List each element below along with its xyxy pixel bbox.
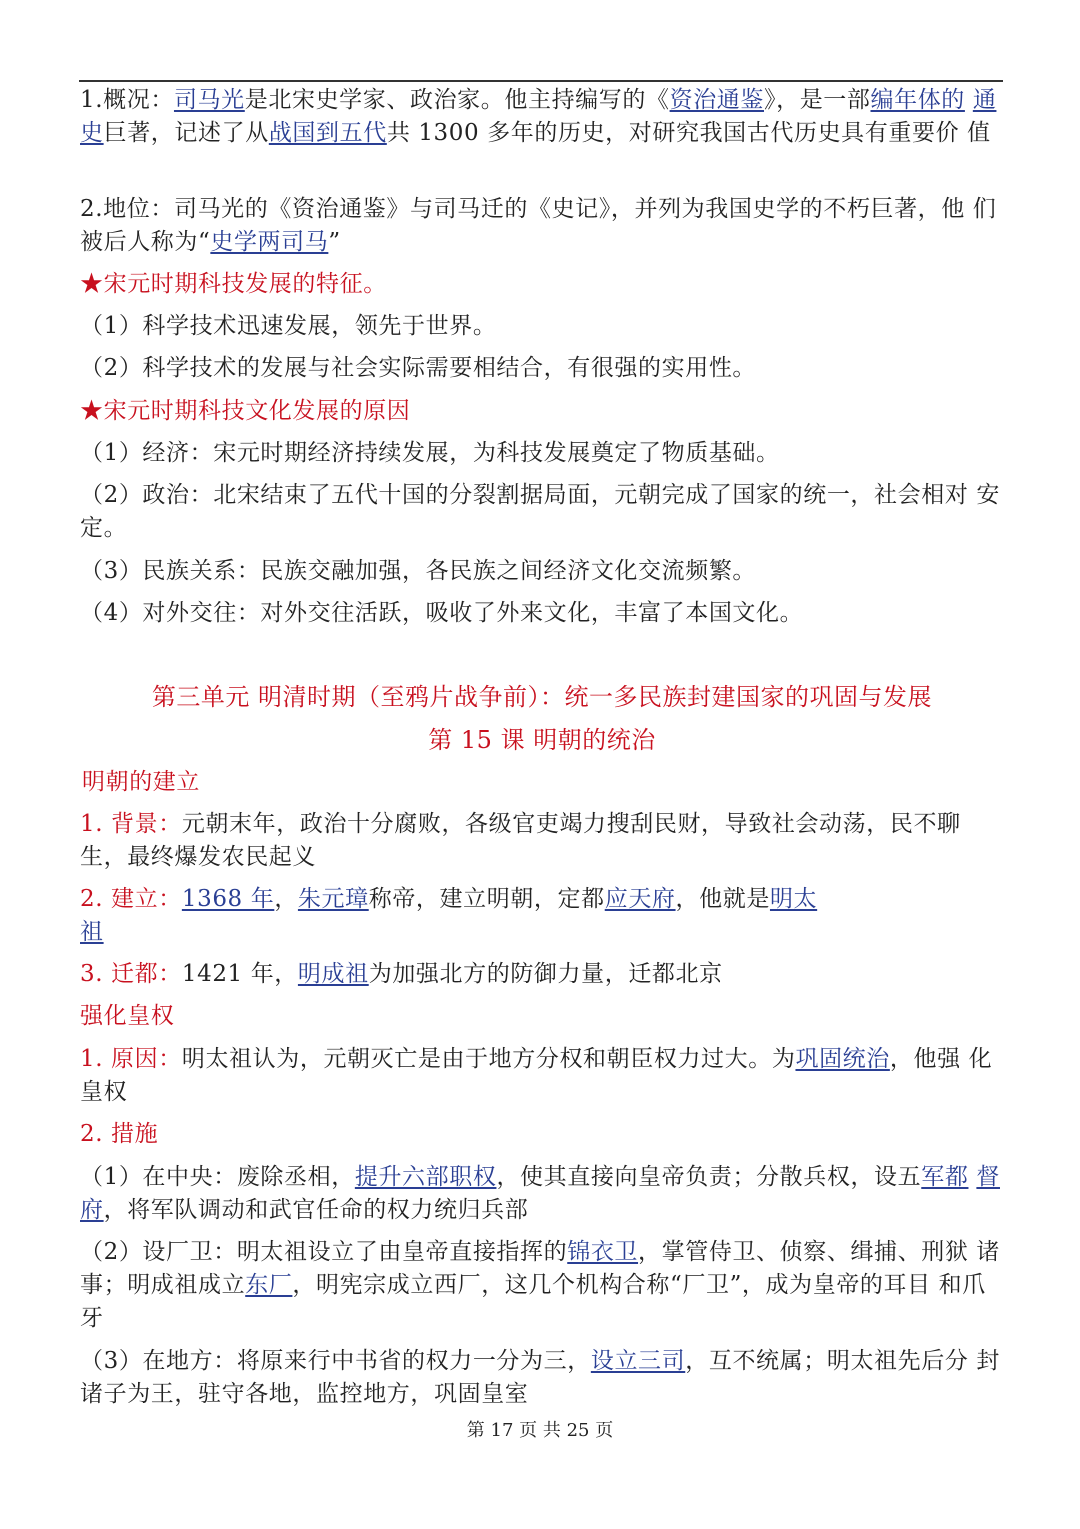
- keyword-military-governor-cont: 督府: [80, 1164, 1000, 1223]
- page-number: 第 17 页 共 25 页: [466, 1420, 614, 1441]
- keyword-jinyiwei: 锦衣卫: [567, 1239, 639, 1265]
- unit-title: 第三单元 明清时期（至鸦片战争前）：统一多民族封建国家的巩固与发展: [151, 683, 933, 711]
- keyword-ming-taizu-cont: 祖: [80, 919, 104, 945]
- heading-strengthen-power: 强化皇权: [80, 1003, 175, 1029]
- keyword-consolidate-rule: 巩固统治: [795, 1046, 890, 1072]
- keyword-warring-states-to-five-dynasties: 战国到五代: [268, 120, 387, 146]
- keyword-three-offices: 设立三司: [590, 1348, 686, 1374]
- lesson-title: 第 15 课 明朝的统治: [428, 726, 656, 754]
- keyword-ming-chengzu: 明成祖: [297, 961, 369, 987]
- star-icon: ★: [80, 398, 104, 424]
- list-item: （2）科学技术的发展与社会实际需要相结合，有很强的实用性。: [80, 355, 757, 381]
- paragraph-status: 2.地位：司马光的《资治通鉴》与司马迁的《史记》，并列为我国史学的不朽巨著，他 们被后人称为“史学两司马”: [80, 196, 997, 255]
- keyword-yingtian: 应天府: [604, 886, 676, 912]
- keyword-sima-guang: 司马光: [173, 87, 245, 113]
- list-item: （1）科学技术迅速发展，领先于世界。: [80, 313, 497, 339]
- heading-tech-reasons: ★宋元时期科技文化发展的原因: [80, 398, 411, 424]
- keyword-ming-taizu: 明太: [769, 886, 818, 912]
- paragraph-measure-central: （1）在中央：废除丞相，提升六部职权，使其直接向皇帝负责；分散兵权，设五军都 督府，将军队调动和武官任命的权力统归兵部: [80, 1164, 1000, 1223]
- star-icon: ★: [80, 271, 104, 297]
- paragraph-measure-changwei: （2）设厂卫：明太祖设立了由皇帝直接指挥的锦衣卫，掌管侍卫、侦察、缉捕、刑狱 诸事；明成祖成立东厂，明宪宗成立西厂，这几个机构合称“厂卫”，成为皇帝的耳目 和爪牙: [80, 1239, 1000, 1331]
- list-item: （1）经济：宋元时期经济持续发展，为科技发展奠定了物质基础。: [80, 440, 780, 466]
- keyword-general-history: 通史: [80, 87, 997, 146]
- keyword-chronological: 编年体的: [870, 87, 965, 113]
- keyword-six-ministries: 提升六部职权: [354, 1164, 497, 1190]
- paragraph-measure-local: （3）在地方：将原来行中书省的权力一分为三，设立三司，互不统属；明太祖先后分 封诸子为王，驻守各地，监控地方，巩固皇室: [80, 1348, 1000, 1407]
- heading-tech-features: ★宋元时期科技发展的特征。: [80, 271, 387, 297]
- paragraph-overview: 1.概况：司马光是北宋史学家、政治家。他主持编写的《资治通鉴》，是一部编年体的 通史巨著，记述了从战国到五代共 1300 多年的历史，对研究我国古代历史具有重要价 值: [80, 87, 997, 146]
- keyword-military-governor: 军都: [921, 1164, 969, 1190]
- paragraph-capital-move: 3. 迁都：1421 年，明成祖为加强北方的防御力量，迁都北京: [80, 961, 723, 987]
- list-item: （2）政治：北宋结束了五代十国的分裂割据局面，元朝完成了国家的统一，社会相对 安定。: [80, 482, 1000, 541]
- keyword-two-simas: 史学两司马: [210, 229, 329, 255]
- list-item: （4）对外交往：对外交往活跃，吸收了外来文化，丰富了本国文化。: [80, 600, 804, 626]
- keyword-dongchang: 东厂: [245, 1272, 293, 1298]
- top-rule: [79, 80, 1003, 82]
- paragraph-establishment: 2. 建立：1368 年，朱元璋称帝，建立明朝，定都应天府，他就是明太 祖: [80, 886, 818, 945]
- paragraph-background: 1. 背景：元朝末年，政治十分腐败，各级官吏竭力搜刮民财，导致社会动荡，民不聊 生，最终爆发农民起义: [80, 811, 961, 870]
- heading-measures: 2. 措施: [80, 1121, 159, 1147]
- keyword-1368: 1368 年: [181, 886, 275, 912]
- keyword-zhu-yuanzhang: 朱元璋: [297, 886, 369, 912]
- list-item: （3）民族关系：民族交融加强，各民族之间经济文化交流频繁。: [80, 558, 757, 584]
- keyword-zizhi-tongjian: 资治通鉴: [669, 87, 764, 113]
- paragraph-reason: 1. 原因：明太祖认为，元朝灭亡是由于地方分权和朝臣权力过大。为巩固统治，他强 化皇权: [80, 1046, 993, 1105]
- heading-founding: 明朝的建立: [82, 769, 200, 795]
